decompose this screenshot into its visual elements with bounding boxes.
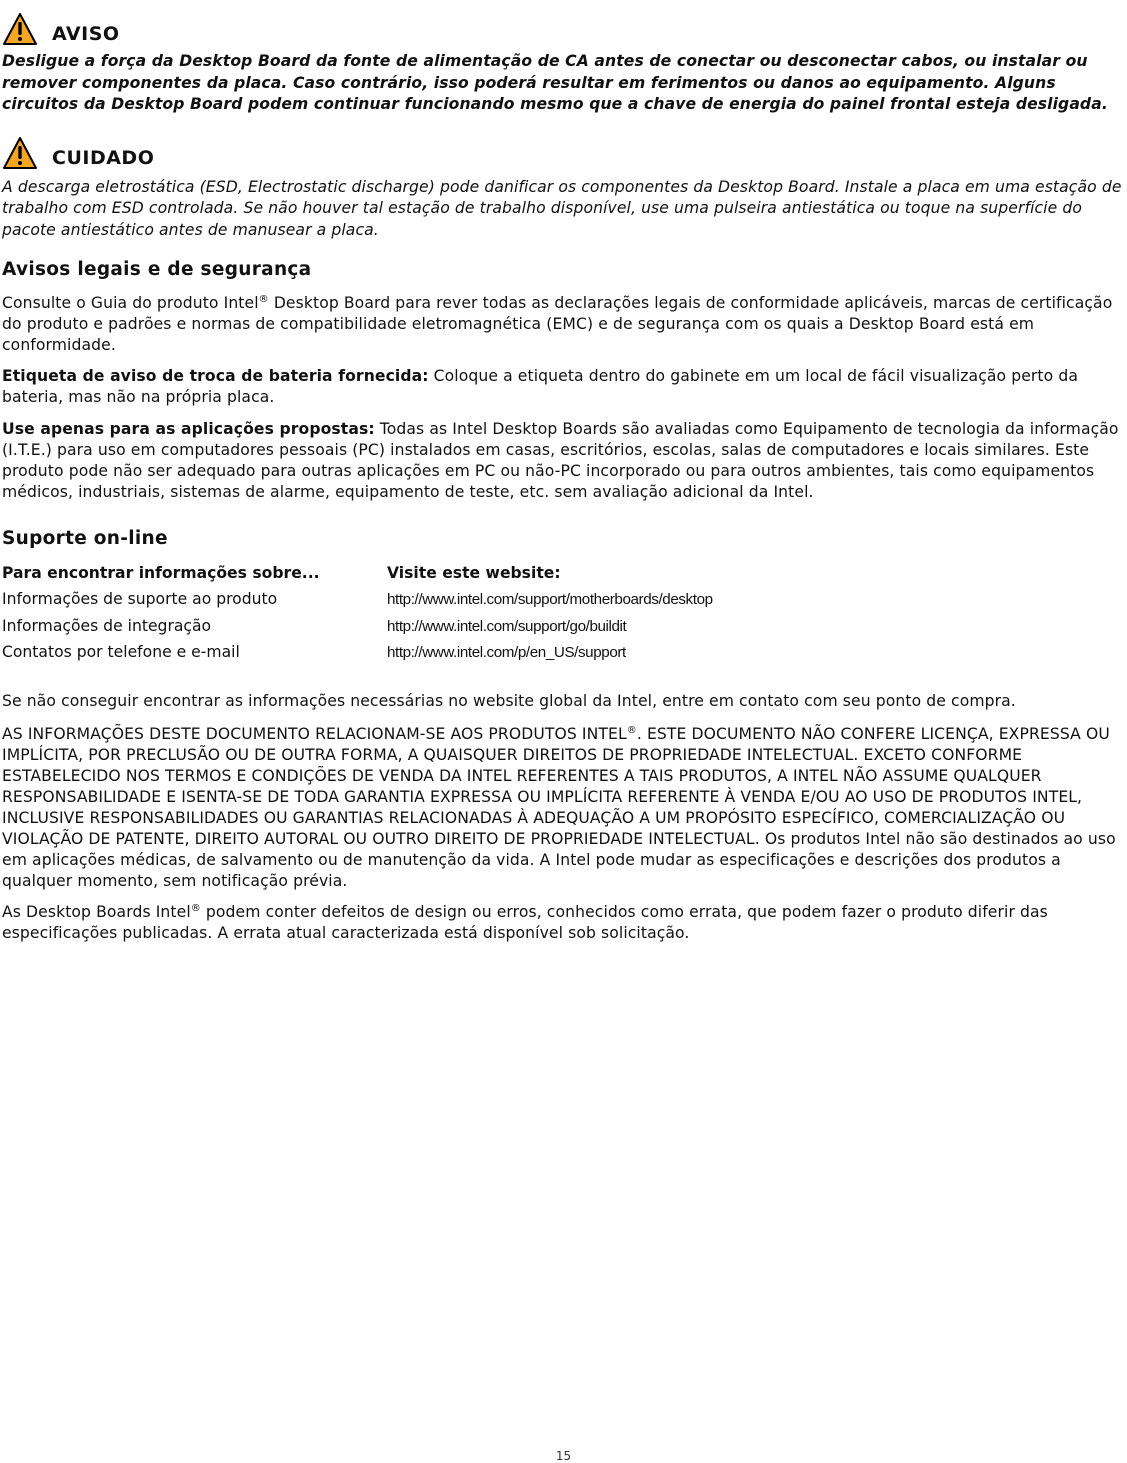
support-url-link[interactable]: http://www.intel.com/support/go/buildit <box>387 617 627 635</box>
intended-use-paragraph: Use apenas para as aplicações propostas: Todas as Intel Desktop Boards são avaliadas como Equipamento de tecnologia da informação (I.T.E.) para uso em computadores pessoais (PC) instalados em casas, escritórios, escolas, salas de computadores e locais similares. Este produto pode não ser adequado para outras aplicações em PC ou não-PC incorporado ou para outros ambientes, tais como equipamentos médicos, industriais, sistemas de alarme, equipamento de teste, etc. sem avaliação adicional da Intel. <box>2 420 1119 501</box>
cuidado-title: CUIDADO <box>52 146 155 169</box>
battery-label-lead: Etiqueta de aviso de troca de bateria fornecida: <box>2 367 429 385</box>
support-table <box>2 560 713 666</box>
warning-triangle-icon <box>2 12 38 46</box>
support-url-link[interactable]: http://www.intel.com/p/en_US/support <box>387 644 626 662</box>
disclaimer-paragraph: AS INFORMAÇÕES DESTE DOCUMENTO RELACIONAM-SE AOS PRODUTOS INTEL®. ESTE DOCUMENTO NÃO CONFERE LICENÇA, EXPRESSA OU IMPLÍCITA, POR PRECLUSÃO OU DE OUTRA FORMA, A QUAISQUER DIREITOS DE PROPRIEDADE INTELECTUAL. EXCETO CONFORME ESTABELECIDO NOS TERMOS E CONDIÇÕES DE VENDA DA INTEL REFERENTES A TAIS PRODUTOS, A INTEL NÃO ASSUME QUALQUER RESPONSABILIDADE E ISENTA-SE DE TODA GARANTIA EXPRESSA OU IMPLÍCITA REFERENTE À VENDA E/OU AO USO DE PRODUTOS INTEL, INCLUSIVE RESPONSABILIDADES OU GARANTIAS RELACIONADAS À ADEQUAÇÃO A UM PROPÓSITO ESPECÍFICO, COMERCIALIZAÇÃO OU VIOLAÇÃO DE PATENTE, DIREITO AUTORAL OU OUTRO DIREITO DE PROPRIEDADE INTELECTUAL. Os produtos Intel não são destinados ao uso em aplicações médicas, de salvamento ou de manutenção da vida. A Intel pode mudar as especificações e descrições dos produtos a qualquer momento, sem notificação prévia. <box>2 724 1116 890</box>
aviso-header <box>2 0 1125 46</box>
support-row-label: Informações de suporte ao produto <box>2 590 278 609</box>
support-url-link[interactable]: http://www.intel.com/support/motherboards/desktop <box>387 591 713 609</box>
legal-heading: Avisos legais e de segurança <box>2 259 312 280</box>
support-row-label: Informações de integração <box>2 616 212 635</box>
cuidado-text: A descarga eletrostática (ESD, Electrostatic discharge) pode danificar os componentes da Desktop Board. Instale a placa em uma estação de trabalho com ESD controlada. Se não houver tal estação de trabalho disponível, use uma pulseira antiestática ou toque na superfície do pacote antiestático antes de manusear a placa. <box>2 177 1122 239</box>
support-heading: Suporte on-line <box>2 528 168 549</box>
page-number: 15 <box>555 1449 572 1463</box>
intended-use-lead: Use apenas para as aplicações propostas: <box>2 420 375 438</box>
warning-triangle-icon <box>2 136 38 170</box>
support-row-label: Contatos por telefone e e-mail <box>2 643 240 662</box>
table-row <box>2 613 713 640</box>
support-fallback-text: Se não conseguir encontrar as informações necessárias no website global da Intel, entre em contato com seu ponto de compra. <box>2 691 1016 710</box>
document-page <box>2 0 1125 944</box>
support-table-header <box>2 560 713 586</box>
support-col1-header: Para encontrar informações sobre... <box>2 564 320 582</box>
battery-label-paragraph: Etiqueta de aviso de troca de bateria fornecida: Coloque a etiqueta dentro do gabinete em um local de fácil visualização perto da bateria, mas não na própria placa. <box>2 367 1078 406</box>
aviso-title: AVISO <box>52 23 120 45</box>
table-row <box>2 586 713 613</box>
errata-paragraph: As Desktop Boards Intel® podem conter defeitos de design ou erros, conhecidos como errata, que podem fazer o produto diferir das especificações publicadas. A errata atual caracterizada está disponível sob solicitação. <box>2 902 1048 942</box>
aviso-text: Desligue a força da Desktop Board da fonte de alimentação de CA antes de conectar ou desconectar cabos, ou instalar ou remover componentes da placa. Caso contrário, isso poderá resultar em ferimentos ou danos ao equipamento. Alguns circuitos da Desktop Board podem continuar funcionando mesmo que a chave de energia do painel frontal esteja desligada. <box>2 52 1108 113</box>
table-row <box>2 639 713 666</box>
legal-paragraph-1: Consulte o Guia do produto Intel® Desktop Board para rever todas as declarações legais de conformidade aplicáveis, marcas de certificação do produto e padrões e normas de compatibilidade eletromagnética (EMC) e de segurança com os quais a Desktop Board está em conformidade. <box>2 294 1113 354</box>
cuidado-header <box>2 126 1125 170</box>
support-col2-header: Visite este website: <box>387 564 561 582</box>
